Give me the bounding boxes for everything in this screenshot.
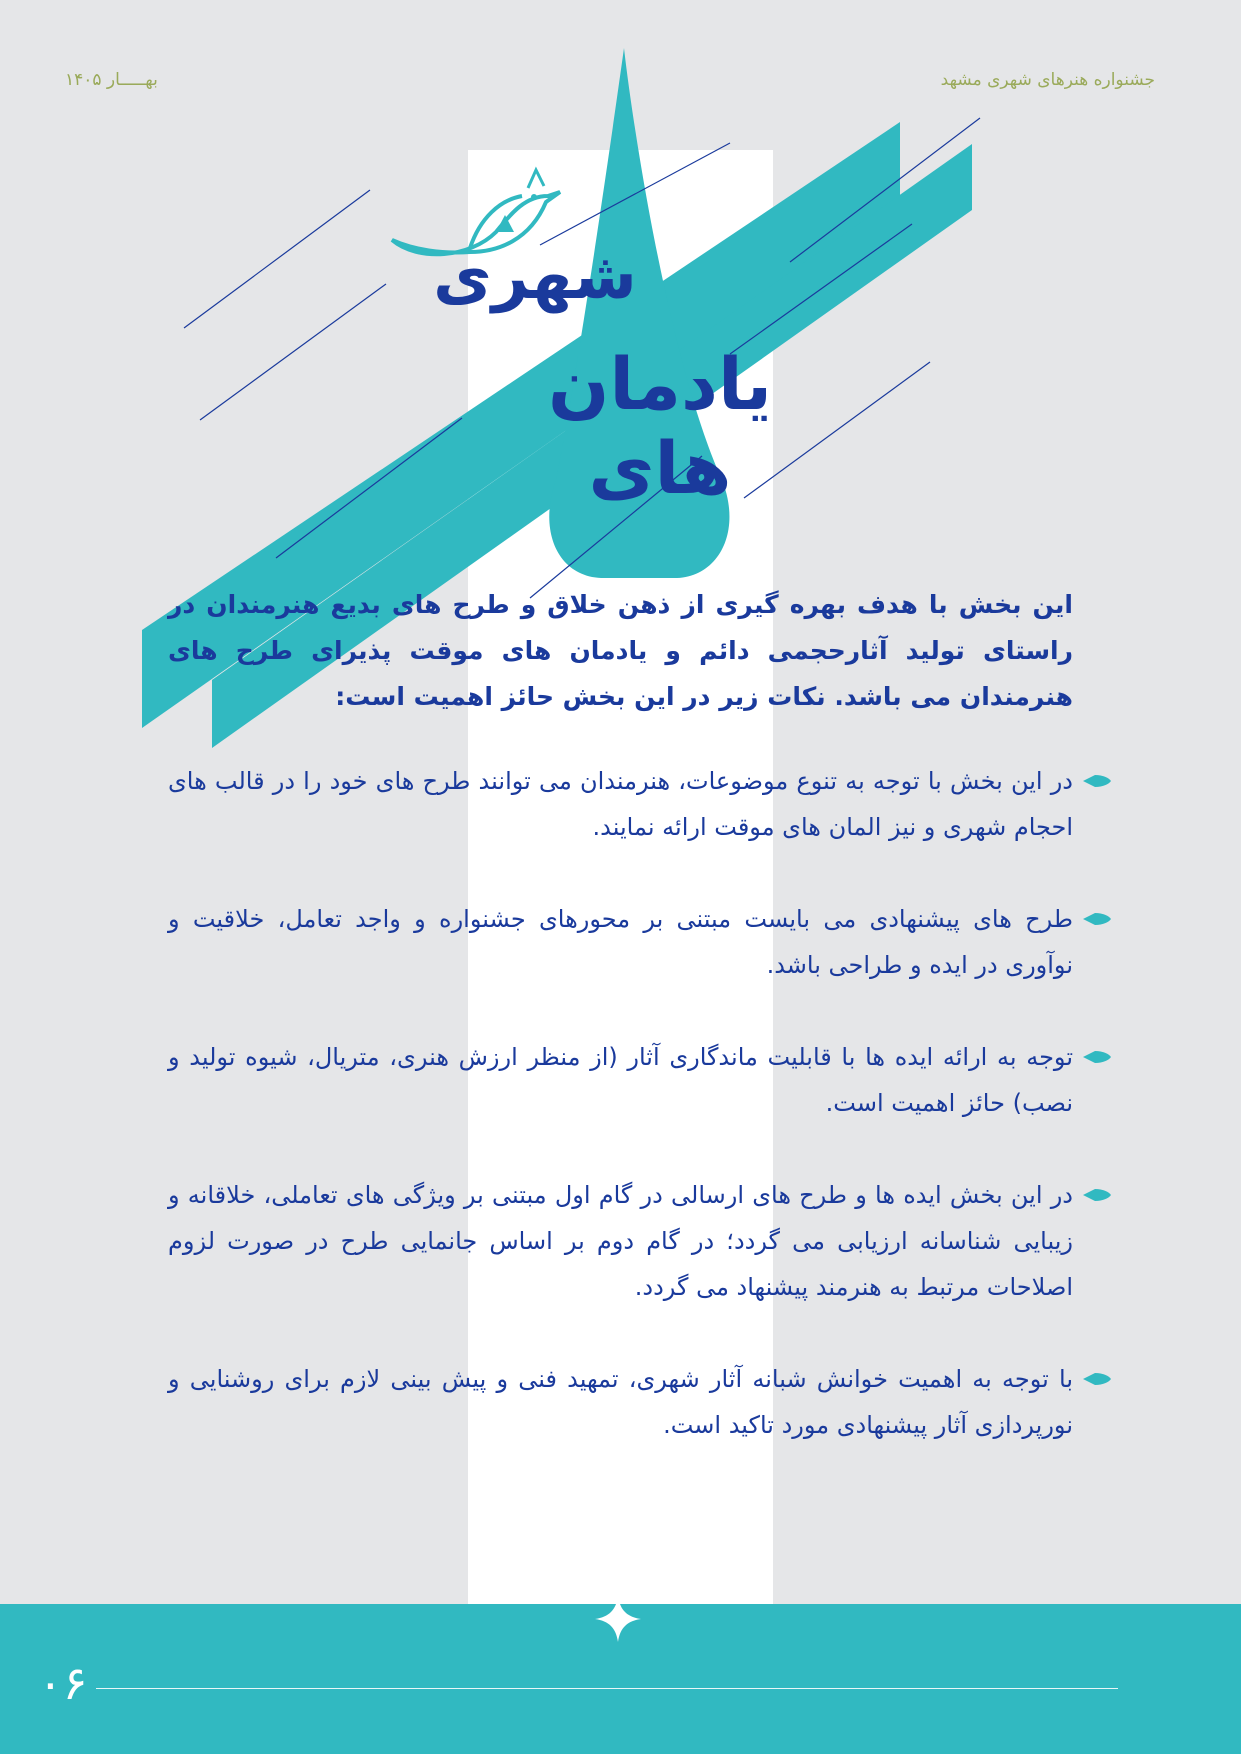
title-line-2: یادمان های bbox=[547, 342, 773, 510]
bullet-icon bbox=[1083, 1050, 1111, 1064]
star-ornament-icon bbox=[595, 1596, 641, 1642]
page-number: ۰۶ bbox=[38, 1656, 88, 1710]
bullet-icon bbox=[1083, 912, 1111, 926]
bullet-icon bbox=[1083, 774, 1111, 788]
list-item-text: طرح های پیشنهادی می بایست مبتنی بر محورهای جشنواره و واجد تعامل، خلاقیت و نوآوری در ایده و طراحی باشد. bbox=[168, 905, 1073, 979]
intro-paragraph: این بخش با هدف بهره گیری از ذهن خلاق و طرح های بدیع هنرمندان در راستای تولید آثارحجمی دائم و یادمان های موقت پذیرای طرح های هنرمندان می باشد. نکات زیر در این بخش حائز اهمیت است: bbox=[168, 590, 1073, 711]
list-item bbox=[168, 758, 1073, 850]
list-item bbox=[168, 1172, 1073, 1310]
bullet-icon bbox=[1083, 1372, 1111, 1386]
list-item bbox=[168, 1356, 1073, 1448]
list-item-text: توجه به ارائه ایده ها با قابلیت ماندگاری آثار (از منظر ارزش هنری، متریال، شیوه تولید و نصب) حائز اهمیت است. bbox=[168, 1043, 1073, 1117]
main-content bbox=[168, 582, 1073, 1494]
list-item-text: در این بخش ایده ها و طرح های ارسالی در گام اول مبتنی بر ویژگی های تعاملی، خلاقانه و زیبایی شناسانه ارزیابی می گردد؛ در گام دوم بر اساس جانمایی طرح در صورت لزوم اصلاحات مرتبط به هنرمند پیشنهاد می گردد. bbox=[168, 1181, 1073, 1301]
season-date: بهـــــار ۱۴۰۵ bbox=[65, 70, 158, 90]
bullet-icon bbox=[1083, 1188, 1111, 1202]
festival-name: جشنواره هنرهای شهری مشهد bbox=[940, 70, 1155, 90]
footer-bar bbox=[0, 1604, 1241, 1754]
list-item-text: در این بخش با توجه به تنوع موضوعات، هنرمندان می توانند طرح های خود را در قالب های احجام شهری و نیز المان های موقت ارائه نمایند. bbox=[168, 767, 1073, 841]
title-line-1: شهری bbox=[433, 240, 637, 314]
footer-divider bbox=[96, 1688, 1118, 1689]
list-item-text: با توجه به اهمیت خوانش شبانه آثار شهری، تمهید فنی و پیش بینی لازم برای روشنایی و نورپردازی آثار پیشنهادی مورد تاکید است. bbox=[168, 1365, 1073, 1439]
list-item bbox=[168, 896, 1073, 988]
list-item bbox=[168, 1034, 1073, 1126]
